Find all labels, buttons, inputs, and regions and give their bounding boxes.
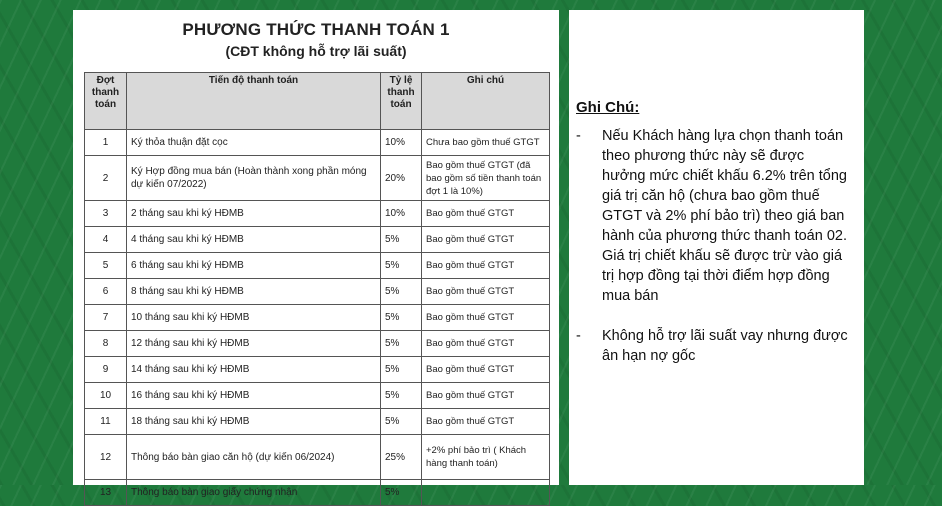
cell-note: Bao gồm thuế GTGT (422, 305, 550, 331)
cell-rate: 5% (381, 279, 422, 305)
table-row (85, 331, 550, 357)
cell-schedule: 2 tháng sau khi ký HĐMB (127, 201, 381, 227)
cell-period: 1 (85, 130, 127, 156)
cell-period: 10 (85, 383, 127, 409)
cell-rate: 5% (381, 253, 422, 279)
notes-panel (569, 10, 864, 485)
cell-schedule: 6 tháng sau khi ký HĐMB (127, 253, 381, 279)
cell-period: 5 (85, 253, 127, 279)
cell-schedule: 4 tháng sau khi ký HĐMB (127, 227, 381, 253)
cell-note: Bao gồm thuế GTGT (422, 253, 550, 279)
cell-schedule: Thông báo bàn giao căn hộ (dự kiến 06/2024) (127, 435, 381, 480)
cell-note: Bao gồm thuế GTGT (422, 357, 550, 383)
cell-period: 9 (85, 357, 127, 383)
cell-note: Bao gồm thuế GTGT (422, 279, 550, 305)
cell-schedule: 14 tháng sau khi ký HĐMB (127, 357, 381, 383)
cell-period: 12 (85, 435, 127, 480)
cell-rate: 5% (381, 227, 422, 253)
table-row (85, 201, 550, 227)
cell-note (422, 480, 550, 506)
payment-schedule-panel (73, 10, 559, 498)
table-row (85, 357, 550, 383)
table-header-row (85, 73, 550, 130)
cell-schedule: 8 tháng sau khi ký HĐMB (127, 279, 381, 305)
cell-rate: 5% (381, 480, 422, 506)
table-row (85, 130, 550, 156)
cell-rate: 25% (381, 435, 422, 480)
table-row (85, 279, 550, 305)
table-row (85, 435, 550, 480)
cell-period: 6 (85, 279, 127, 305)
header-note: Ghi chú (422, 73, 550, 130)
notes-section (576, 98, 851, 386)
table-row (85, 409, 550, 435)
cell-note: +2% phí bảo trì ( Khách hàng thanh toán) (422, 435, 550, 480)
document-title: PHƯƠNG THỨC THANH TOÁN 1 (182, 20, 450, 39)
cell-period: 7 (85, 305, 127, 331)
cell-note: Chưa bao gồm thuế GTGT (422, 130, 550, 156)
cell-period: 4 (85, 227, 127, 253)
cell-schedule: 12 tháng sau khi ký HĐMB (127, 331, 381, 357)
header-schedule: Tiến độ thanh toán (127, 73, 381, 130)
note-text: Không hỗ trợ lãi suất vay nhưng được ân hạn nợ gốc (602, 328, 848, 364)
note-item-discount (576, 126, 851, 306)
cell-period: 3 (85, 201, 127, 227)
note-text: Nếu Khách hàng lựa chọn thanh toán theo phương thức này sẽ được hưởng mức chiết khấu 6.2% trên tổng giá trị căn hộ (chưa bao gồm thuế GTGT và 2% phí bảo trì) theo giá ban hành của phương thức thanh toán 02. Giá trị chiết khấu sẽ được trừ vào giá trị hợp đồng tại thời điểm hợp đồng mua bán (602, 128, 847, 304)
cell-period: 2 (85, 156, 127, 201)
note-bullet: - (576, 328, 581, 344)
table-row (85, 305, 550, 331)
document-subtitle: (CĐT không hỗ trợ lãi suất) (225, 43, 407, 59)
cell-rate: 10% (381, 201, 422, 227)
cell-period: 11 (85, 409, 127, 435)
cell-period: 13 (85, 480, 127, 506)
cell-note: Bao gồm thuế GTGT (422, 383, 550, 409)
cell-note: Bao gồm thuế GTGT (422, 201, 550, 227)
note-bullet: - (576, 128, 581, 144)
cell-note: Bao gồm thuế GTGT (422, 227, 550, 253)
cell-rate: 5% (381, 357, 422, 383)
cell-period: 8 (85, 331, 127, 357)
table-row (85, 156, 550, 201)
note-item-interest (576, 326, 851, 366)
cell-rate: 5% (381, 305, 422, 331)
cell-rate: 20% (381, 156, 422, 201)
table-row (85, 227, 550, 253)
cell-rate: 5% (381, 409, 422, 435)
table-row (85, 383, 550, 409)
table-body (85, 130, 550, 506)
cell-schedule: 18 tháng sau khi ký HĐMB (127, 409, 381, 435)
cell-schedule: Ký Hợp đồng mua bán (Hoàn thành xong phần móng dự kiến 07/2022) (127, 156, 381, 201)
notes-heading: Ghi Chú: (576, 99, 640, 116)
cell-note: Bao gồm thuế GTGT (422, 409, 550, 435)
table-row (85, 253, 550, 279)
cell-rate: 10% (381, 130, 422, 156)
cell-rate: 5% (381, 383, 422, 409)
cell-note: Bao gồm thuế GTGT (đã bao gồm số tiền thanh toán đợt 1 là 10%) (422, 156, 550, 201)
cell-schedule: Thông báo bàn giao giấy chứng nhận (127, 480, 381, 506)
cell-schedule: Ký thỏa thuận đặt cọc (127, 130, 381, 156)
cell-schedule: 16 tháng sau khi ký HĐMB (127, 383, 381, 409)
header-rate: Tỷ lệ thanh toán (381, 73, 422, 130)
table-row (85, 480, 550, 506)
cell-rate: 5% (381, 331, 422, 357)
header-period: Đợt thanh toán (85, 73, 127, 130)
cell-schedule: 10 tháng sau khi ký HĐMB (127, 305, 381, 331)
cell-note: Bao gồm thuế GTGT (422, 331, 550, 357)
payment-schedule-table (84, 72, 550, 506)
